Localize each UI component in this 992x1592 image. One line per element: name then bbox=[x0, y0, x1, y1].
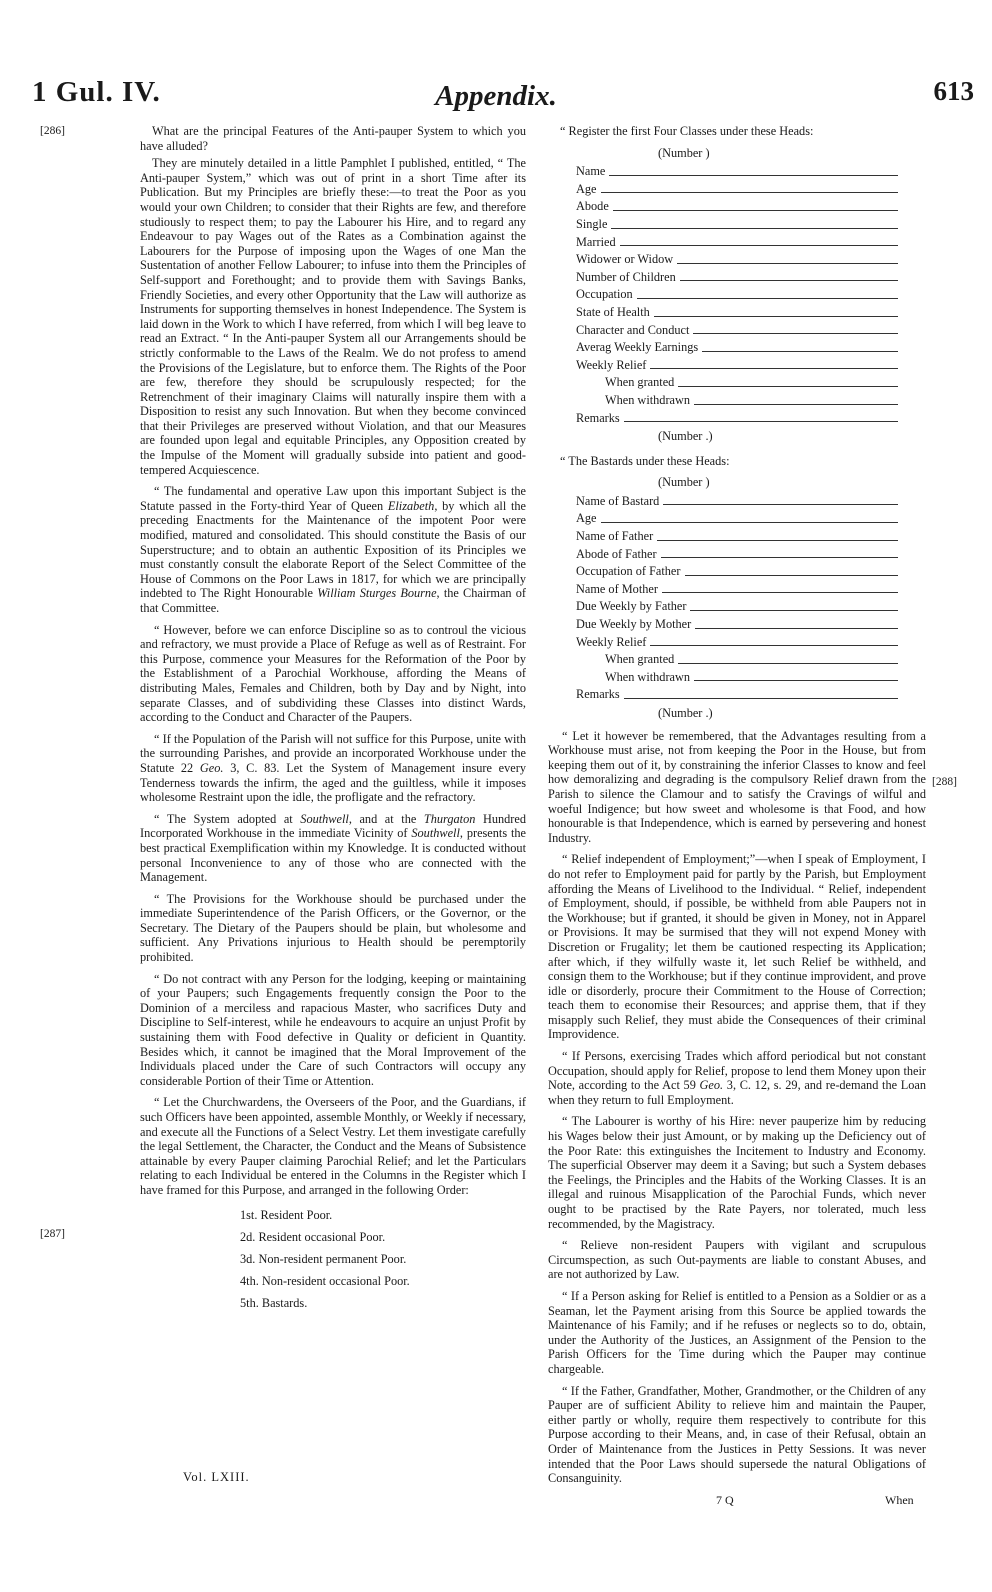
paragraph: “ Relieve non-resident Paupers with vigilant and scrupulous Circumspection, as such Out-payments are liable to constant Abuses, and are not authorized by Law. bbox=[548, 1238, 926, 1282]
form-field-label: When withdrawn bbox=[605, 669, 691, 684]
form-row bbox=[576, 179, 898, 197]
form-blank-line bbox=[690, 610, 898, 611]
register-form bbox=[548, 161, 926, 425]
form-row bbox=[576, 284, 898, 302]
form-blank-line bbox=[661, 557, 898, 558]
class-order-item: 3d. Non-resident permanent Poor. bbox=[240, 1251, 407, 1266]
form-field-label: Single bbox=[576, 216, 608, 231]
paragraph: “ The System adopted at Southwell, and at the Thurgaton Hundred Incorporated Workhouse in the immediate Vicinity of Southwell, presents the best practical Exemplification within my Knowledge. It is conducted without personal Inconvenience to any of those who are connected with the Management. bbox=[140, 811, 526, 885]
left-column bbox=[140, 124, 526, 1318]
form-row bbox=[605, 649, 898, 667]
form-field-label: Age bbox=[576, 181, 597, 196]
class-order-item: 1st. Resident Poor. bbox=[240, 1207, 333, 1222]
bastards-heading: “ The Bastards under these Heads: bbox=[560, 453, 730, 468]
paragraph: “ Do not contract with any Person for the lodging, keeping or maintaining of your Paupers; such Engagements frequently consign the Poor to the Dominion of a merciless and rapacious Master, who sacrifices Duty and Discipline to Self-interest, while he endeavours to acquire an unjust Profit by sustaining them with Food defective in Quality or deficient in Quantity. Besides which, it cannot be imagined that the Moral Improvement of the Individuals placed under the Care of such Contractors will occupy any considerable Portion of their Time or Attention. bbox=[140, 971, 526, 1088]
form-blank-line bbox=[601, 192, 899, 193]
form-field-label: Character and Conduct bbox=[576, 322, 690, 337]
volume-label: Vol. LXIII. bbox=[183, 1470, 250, 1484]
form-blank-line bbox=[694, 404, 898, 405]
form-blank-line bbox=[609, 175, 898, 176]
form-row bbox=[576, 249, 898, 267]
form-blank-line bbox=[702, 351, 898, 352]
form-field-label: When granted bbox=[605, 375, 675, 390]
class-order-item: 4th. Non-resident occasional Poor. bbox=[240, 1273, 410, 1288]
paragraph: “ The fundamental and operative Law upon this important Subject is the Statute passed in the Forty-third Year of Queen Elizabeth, by which all the preceding Enactments for the Maintenance of the impotent Poor were modified, matured and consolidated. This should constitute the Basis of our Superstructure; and to obtain an authentic Exposition of its Principles we must constantly consult the elaborate Report of the Select Committee of the House of Commons on the Poor Laws in 1817, for which we are principally indebted to The Right Honourable William Sturges Bourne, the Chairman of that Committee. bbox=[140, 484, 526, 615]
form-blank-line bbox=[650, 645, 898, 646]
form-blank-line bbox=[624, 698, 898, 699]
class-order-item: 5th. Bastards. bbox=[240, 1295, 308, 1310]
form-field-label: Widower or Widow bbox=[576, 252, 674, 267]
form-blank-line bbox=[677, 263, 898, 264]
form-field-label: Name of Mother bbox=[576, 581, 658, 596]
form-row bbox=[576, 196, 898, 214]
paragraph: “ If a Person asking for Relief is entitled to a Pension as a Soldier or as a Seaman, let the Payment arising from this Source be applied towards the Maintenance of his Family; and if he refuses or neglects so to do, obtain, under the Authority of the Justices, an Assignment of the Pension to the Parish Officers for the Time during which the Pauper may continue chargeable. bbox=[548, 1288, 926, 1376]
page-number: 613 bbox=[933, 76, 974, 106]
form-blank-line bbox=[613, 210, 898, 211]
form-row bbox=[576, 337, 898, 355]
form-row bbox=[576, 491, 898, 509]
form-row bbox=[576, 232, 898, 250]
form-row bbox=[576, 526, 898, 544]
number-label: (Number .) bbox=[658, 706, 713, 720]
form-row bbox=[576, 355, 898, 373]
paragraph: “ If Persons, exercising Trades which afford periodical but not constant Occupation, should apply for Relief, propose to lend them Money upon their Note, according to the Act 59 Geo. 3, C. 12, s. 29, and re-demand the Loan when they return to full Employment. bbox=[548, 1049, 926, 1107]
paragraph: “ The Labourer is worthy of his Hire: never pauperize him by reducing his Wages below their just Amount, or by making up the Deficiency out of the Poor Rate: this extinguishes the Incitement to Industry and Economy. The superficial Observer may deem it a Saving; but such a System debases the Feelings, the Principles and the Habits of the Working Classes. It is an illegal and ruinous Misapplication of the Parochial Funds, which never ought to be practised by the Rate Payers, nor tolerated, much less recommended, by the Magistracy. bbox=[548, 1114, 926, 1231]
form-row bbox=[576, 632, 898, 650]
form-field-label: Number of Children bbox=[576, 269, 676, 284]
form-row bbox=[605, 372, 898, 390]
number-label: (Number ) bbox=[658, 475, 710, 490]
form-row bbox=[576, 684, 898, 702]
bastards-form bbox=[548, 491, 926, 702]
form-blank-line bbox=[663, 504, 898, 505]
form-field-label: Name of Bastard bbox=[576, 493, 660, 508]
form-blank-line bbox=[650, 368, 898, 369]
register-heading: “ Register the first Four Classes under these Heads: bbox=[560, 124, 814, 138]
form-field-label: Abode of Father bbox=[576, 546, 657, 561]
form-blank-line bbox=[678, 386, 898, 387]
form-field-label: Age bbox=[576, 511, 597, 526]
form-field-label: Occupation bbox=[576, 287, 633, 302]
form-field-label: Remarks bbox=[576, 410, 620, 425]
question: What are the principal Features of the Anti-pauper System to which you have alluded? bbox=[140, 124, 526, 153]
form-blank-line bbox=[601, 522, 899, 523]
right-column bbox=[548, 124, 926, 1493]
form-row bbox=[576, 408, 898, 426]
margin-ref-286: [286] bbox=[40, 125, 65, 137]
answer-paragraph: They are minutely detailed in a little Pamphlet I published, entitled, “ The Anti-pauper System,” which was out of print in a short Time after its Publication. But my Principles are briefly these:—to treat the Poor as you would your own Children; to consider that their Rights are few, and therefore studiously to respect them; to pay the Labourer his Hire, and to regard any Endeavour to pay Wages out of the Rates as a Combination against the Labourers for the Purpose of imposing upon the Wages of one Man the Sustentation of another Fellow Labourer; to infuse into them the Principles of Self-support and Forethought; and to provide them with Savings Banks, Friendly Societies, and every other Opportunity that the Law will authorize as Instruments for supporting themselves in honest Independence. The System is laid down in the Work to which I have referred, from which I will beg leave to read an Extract. “ In the Anti-pauper System all our Arrangements should be strictly conformable to the Laws of the Realm. We do not profess to amend the Provisions of the Legislature, but to enforce them. The Rights of the Poor are few, therefore they should be scrupulously respected; for the Retrenchment of their imaginary Claims will naturally inspire them with a Disposition to resist any such Innovation. But when they become convinced that their Privileges are preserved without Violation, and that our Measures are founded upon legal and equitable Principles, any Opposition created by the Impulse of the Moment will gradually subside into patient and good-tempered Acquiescence. bbox=[140, 156, 526, 477]
paragraph: “ Let the Churchwardens, the Overseers of the Poor, and the Guardians, if such Officers have been appointed, assemble Monthly, or Weekly if necessary, and execute all the Functions of a Select Vestry. Let them investigate carefully the legal Settlement, the Character, the Conduct and the Means of Subsistence attainable by every Pauper claiming Parochial Relief; and let the Particulars relating to each Individual be entered in the Columns in the Register which I have framed for this Purpose, and arranged in the following Order: bbox=[140, 1095, 526, 1197]
form-blank-line bbox=[685, 575, 899, 576]
form-row bbox=[576, 561, 898, 579]
form-field-label: Name bbox=[576, 164, 606, 179]
form-blank-line bbox=[611, 228, 898, 229]
form-blank-line bbox=[680, 280, 898, 281]
header-left: 1 Gul. IV. bbox=[32, 76, 161, 108]
form-field-label: Due Weekly by Mother bbox=[576, 617, 692, 632]
form-field-label: Averag Weekly Earnings bbox=[576, 340, 699, 355]
form-blank-line bbox=[662, 592, 898, 593]
paragraph: “ The Provisions for the Workhouse should be purchased under the immediate Superintendence of the Parish Officers, or the Governor, or the Secretary. The Dietary of the Paupers should be plain, but wholesome and sufficient. Any Privations injurious to Health should be peremptorily prohibited. bbox=[140, 891, 526, 965]
form-row bbox=[576, 614, 898, 632]
form-blank-line bbox=[694, 680, 898, 681]
form-row bbox=[576, 161, 898, 179]
form-blank-line bbox=[637, 298, 898, 299]
form-field-label: Weekly Relief bbox=[576, 634, 647, 649]
paragraph: “ However, before we can enforce Discipline so as to controul the vicious and refractory, we must provide a Place of Refuge as well as of Restraint. For this Purpose, commence your Measures for the Reformation of the Poor by the Establishment of a Parochial Workhouse, affording the Means of distributing Males, Females and Children, both by Day and by Night, into separate Classes, and of subdividing these Classes into distinct Wards, according to the Conduct and Character of the Paupers. bbox=[140, 622, 526, 725]
number-label: (Number ) bbox=[658, 145, 710, 160]
form-blank-line bbox=[657, 540, 898, 541]
form-row bbox=[576, 596, 898, 614]
form-field-label: State of Health bbox=[576, 304, 650, 319]
form-field-label: When granted bbox=[605, 652, 675, 667]
form-field-label: Due Weekly by Father bbox=[576, 599, 687, 614]
form-blank-line bbox=[695, 628, 898, 629]
class-order-item: 2d. Resident occasional Poor. bbox=[240, 1229, 386, 1244]
form-field-label: Occupation of Father bbox=[576, 564, 681, 579]
form-field-label: Abode bbox=[576, 199, 609, 214]
form-blank-line bbox=[620, 245, 898, 246]
form-field-label: Name of Father bbox=[576, 529, 654, 544]
form-row bbox=[576, 508, 898, 526]
form-blank-line bbox=[693, 333, 898, 334]
form-row bbox=[576, 320, 898, 338]
form-blank-line bbox=[654, 316, 898, 317]
form-blank-line bbox=[624, 421, 898, 422]
form-row bbox=[576, 302, 898, 320]
form-row bbox=[605, 390, 898, 408]
form-row bbox=[576, 579, 898, 597]
form-field-label: Weekly Relief bbox=[576, 357, 647, 372]
form-field-label: Remarks bbox=[576, 687, 620, 702]
form-row bbox=[576, 267, 898, 285]
form-field-label: When withdrawn bbox=[605, 392, 691, 407]
form-row bbox=[605, 667, 898, 685]
class-order-list bbox=[240, 1208, 526, 1318]
margin-ref-288: [288] bbox=[932, 776, 957, 788]
paragraph: “ Let it however be remembered, that the Advantages resulting from a Workhouse must arise, not from keeping the Poor in the House, but from keeping them out of it, by constraining the inferior Classes to know and feel how demoralizing and degrading is the compulsory Relief drawn from the Parish to silence the Clamour and to satisfy the Cravings of wilful and woeful Indigence; but how sweet and wholesome is that Food, and how honourable is that Independence, which is earned by persevering and honest Industry. bbox=[548, 728, 926, 845]
margin-ref-287: [287] bbox=[40, 1228, 65, 1240]
number-label: (Number .) bbox=[658, 429, 713, 444]
form-row bbox=[576, 544, 898, 562]
paragraph: “ If the Population of the Parish will not suffice for this Purpose, unite with the surrounding Parishes, and provide an incorporated Workhouse under the Statute 22 Geo. 3, C. 83. Let the System of Management insure every Tenderness towards the infirm, the aged and the guiltless, while it imposes wholesome Restraint upon the idle, the profligate and the refractory. bbox=[140, 731, 526, 805]
catchword: When bbox=[885, 1493, 914, 1507]
form-blank-line bbox=[678, 663, 898, 664]
signature-mark: 7 Q bbox=[716, 1493, 734, 1507]
form-row bbox=[576, 214, 898, 232]
paragraph: “ Relief independent of Employment;”—when I speak of Employment, I do not refer to Employment paid for partly by the Parish, but Employment affording the Means of Livelihood to the Individual. “ Relief, independent of Employment, should, if possible, be withheld from able Paupers not in the Workhouse; but if granted, it should be given in Money, not in Apparel or Provisions. It may be surmised that they will not expend Money with Discretion or Frugality; let them be cautioned respecting its Application; after which, if they wilfully waste it, let such Relief be withheld, and consign them to the Workhouse; but if they continue improvident, and prove idle or disorderly, procure their Commitment to the House of Correction; teach them to economise their Resources; and apprise them, that if they misapply such Relief, they must abide the Consequences of their criminal Improvidence. bbox=[548, 852, 926, 1042]
paragraph: “ If the Father, Grandfather, Mother, Grandmother, or the Children of any Pauper are of sufficient Ability to relieve him and maintain the Pauper, either partly or wholly, require them respectively to contribute for this Purpose according to their Means, and, in case of their Refusal, obtain an Order of Maintenance from the Justices in Petty Sessions. It was never intended that the Poor Laws should supersede the natural Obligations of Consanguinity. bbox=[548, 1383, 926, 1486]
header-title: Appendix. bbox=[435, 80, 557, 112]
form-field-label: Married bbox=[576, 234, 616, 249]
